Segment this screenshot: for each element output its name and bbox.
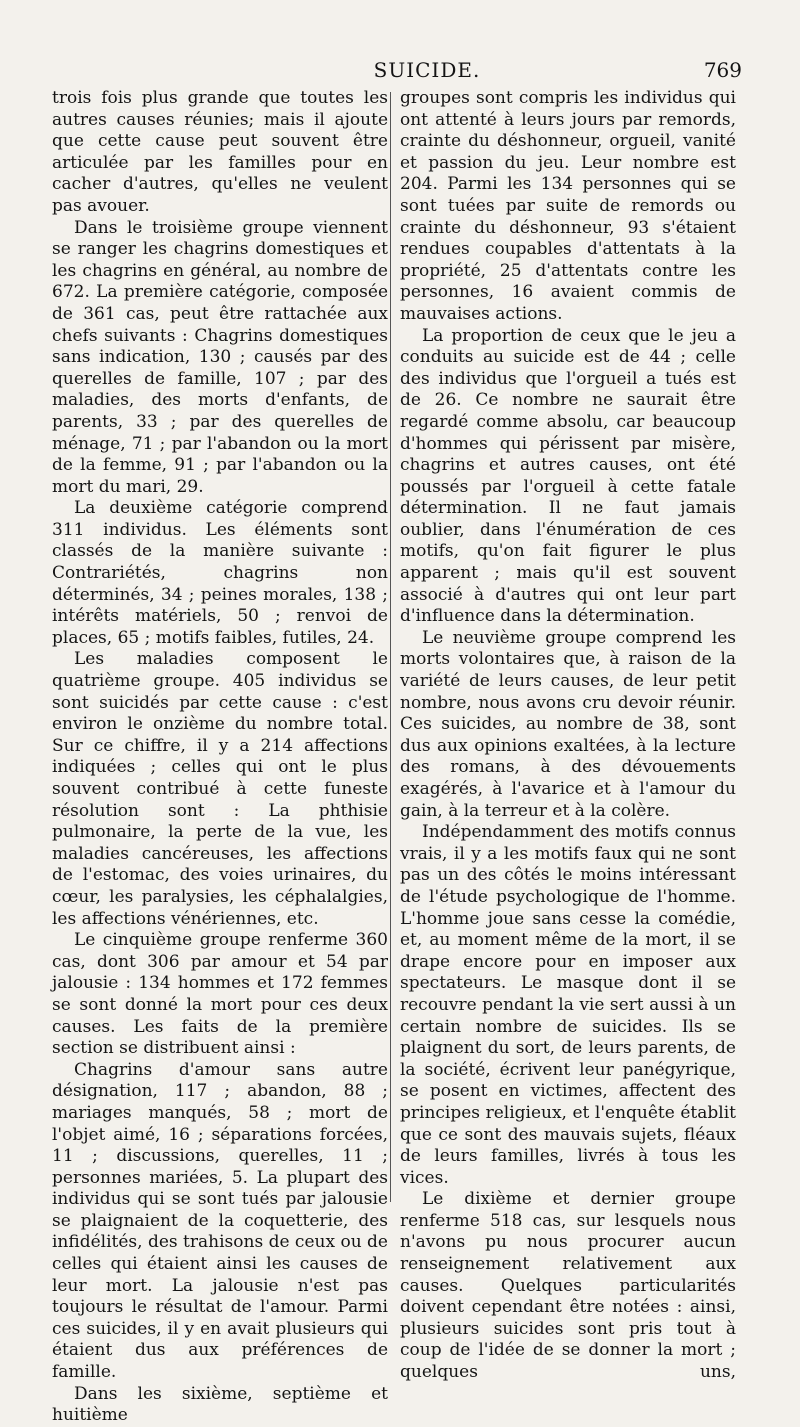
paragraph: Chagrins d'amour sans autre désignation, 117 ; abandon, 88 ; mariages manqués, 58 ; mort de l'objet aimé, 16 ; séparations forcées, 11 ; discussions, querelles, 11 ; personnes mariées, 5. La plupart des individus qui se sont tués par jalousie se plaignaient de la coquetterie, des infidélités, des trahisons de ceux ou de celles qui étaient ainsi les causes de leur mort. La jalousie n'est pas toujours le résultat de l'amour. Parmi ces suicides, il y en avait plusieurs qui étaient dus aux préférences de famille. [52,1059,388,1383]
running-title: SUICIDE. [373,58,481,82]
paragraph: La deuxième catégorie comprend 311 individus. Les éléments sont classés de la manière suivante : Contrariétés, chagrins non déterminés, 34 ; peines morales, 138 ; intérêts matériels, 50 ; renvoi de places, 65 ; motifs faibles, futiles, 24. [52,498,388,648]
right-column [400,88,736,1384]
paragraph: Le neuvième groupe comprend les morts volontaires que, à raison de la variété de leurs causes, de leur petit nombre, nous avons cru devoir réunir. Ces suicides, au nombre de 38, sont dus aux opinions exaltées, à la lecture des romans, à des dévouements exagérés, à l'avarice et à l'amour du gain, à la terreur et à la colère. [400,627,736,821]
paragraph: La proportion de ceux que le jeu a conduits au suicide est de 44 ; celle des individus que l'orgueil a tués est de 26. Ce nombre ne saurait être regardé comme absolu, car beaucoup d'hommes qui périssent par misère, chagrins et autres causes, ont été poussés par l'orgueil à cette fatale détermination. Il ne faut jamais oublier, dans l'énumération de ces motifs, qu'on fait figurer le plus apparent ; mais qu'il est souvent associé à d'autres qui ont leur part d'influence dans la détermination. [400,325,736,627]
paragraph: groupes sont compris les individus qui ont attenté à leurs jours par remords, crainte du déshonneur, orgueil, vanité et passion du jeu. Leur nombre est 204. Parmi les 134 personnes qui se sont tuées par suite de remords ou crainte du déshonneur, 93 s'étaient rendues coupables d'attentats à la propriété, 25 d'attentats contre les personnes, 16 avaient commis de mauvaises actions. [400,88,736,324]
paragraph: Dans les sixième, septième et huitième [52,1383,388,1426]
paragraph: Le dixième et dernier groupe renferme 518 cas, sur lesquels nous n'avons pu nous procurer aucun renseignement relativement aux causes. Quelques particularités doivent cependant être notées : ainsi, plusieurs suicides sont pris tout à coup de l'idée de se donner la mort ; quelques uns, [400,1189,736,1383]
paragraph: Indépendamment des motifs connus vrais, il y a les motifs faux qui ne sont pas un des côtés le moins intéressant de l'étude psychologique de l'homme. L'homme joue sans cesse la comédie, et, au moment même de la mort, il se drape encore pour en imposer aux spectateurs. Le masque dont il se recouvre pendant la vie sert aussi à un certain nombre de suicides. Ils se plaignent du sort, de leurs parents, de la société, écrivent leur panégyrique, se posent en victimes, affectent des principes religieux, et l'enquête établit que ce sont des mauvais sujets, fléaux de leurs familles, livrés à tous les vices. [400,822,736,1188]
paragraph: Le cinquième groupe renferme 360 cas, dont 306 par amour et 54 par jalousie : 134 hommes et 172 femmes se sont donné la mort pour ces deux causes. Les faits de la première section se distribuent ainsi : [52,930,388,1059]
page-header [52,58,742,84]
paragraph: Dans le troisième groupe viennent se ranger les chagrins domestiques et les chagrins en général, au nombre de 672. La première catégorie, composée de 361 cas, peut être rattachée aux chefs suivants : Chagrins domestiques sans indication, 130 ; causés par des querelles de famille, 107 ; par des maladies, des morts d'enfants, de parents, 33 ; par des querelles de ménage, 71 ; par l'abandon ou la mort de la femme, 91 ; par l'abandon ou la mort du mari, 29. [52,217,388,497]
column-divider [390,92,391,1202]
paragraph: trois fois plus grande que toutes les autres causes réunies; mais il ajoute que cette cause peut souvent être articulée par les familles pour en cacher d'autres, qu'elles ne veulent pas avouer. [52,88,388,216]
paragraph: Les maladies composent le quatrième groupe. 405 individus se sont suicidés par cette cause : c'est environ le onzième du nombre total. Sur ce chiffre, il y a 214 affections indiquées ; celles qui ont le plus souvent contribué à cette funeste résolution sont : La phthisie pulmonaire, la perte de la vue, les maladies cancéreuses, les affections de l'estomac, des voies urinaires, du cœur, les paralysies, les céphalalgies, les affections vénériennes, etc. [52,649,388,929]
left-column [52,88,388,1427]
page-number: 769 [703,58,742,82]
